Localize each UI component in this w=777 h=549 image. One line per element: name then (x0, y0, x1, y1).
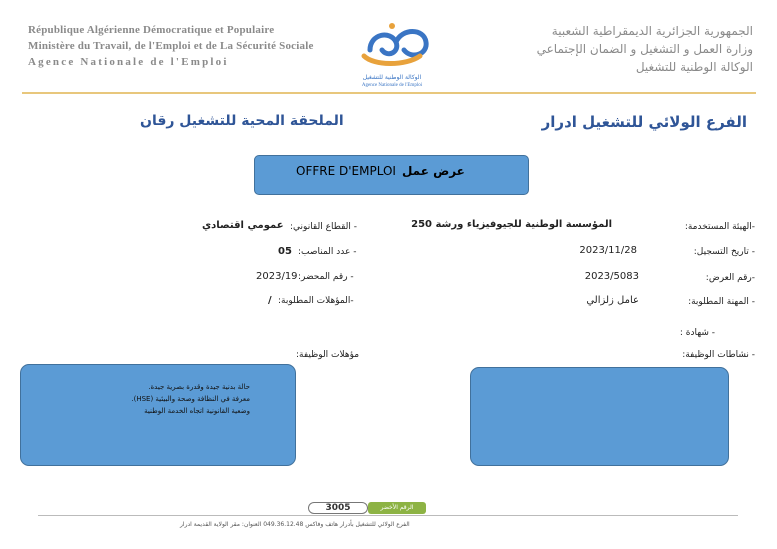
required-quals-value: / (268, 295, 272, 306)
header-fr-line-2: Ministère du Travail, de l'Emploi et de La Sécurité Sociale (28, 40, 314, 52)
record-value: 2023/19 (256, 271, 298, 282)
footer-divider (38, 515, 738, 516)
header-ar-line-3: الوكالة الوطنية للتشغيل (635, 60, 753, 74)
anem-logo (340, 20, 444, 90)
position-label: - المهنة المطلوبة: (688, 297, 755, 307)
qualifications-list (124, 381, 250, 417)
header-fr-line-1: République Algérienne Démocratique et Populaire (28, 24, 275, 36)
header-fr-line-3: Agence Nationale de l'Emploi (28, 56, 229, 68)
branch-title-left: الملحقة المحية للتشغيل رقان (140, 113, 344, 129)
reg-date-value: 2023/11/28 (579, 245, 637, 256)
employer-value: المؤسسة الوطنية للجيوفيزياء ورشة 250 (411, 219, 612, 230)
green-number-value: 3005 (308, 502, 368, 514)
record-label: - رقم المحضر: (298, 272, 354, 282)
offer-title-ar: عرض عمل (401, 164, 465, 178)
qualification-item: وضعية القانونية اتجاه الخدمة الوطنية (144, 407, 250, 415)
qualification-item: معرفة في النظافة وصحة والبيئية (HSE). (131, 395, 250, 403)
required-quals-label: -المؤهلات المطلوبة: (278, 296, 354, 306)
employer-label: -الهيئة المستخدمة: (684, 222, 755, 232)
header-divider (22, 92, 756, 94)
footer-contact-text: الفرع الولائي للتشغيل بأدرار هاتف وفاكس 049.36.12.48 العنوان: مقر الولاية القديمة ادرار (180, 521, 410, 528)
offer-title-fr: OFFRE D'EMPLOI (296, 164, 396, 178)
branch-title-right: الفرع الولائي للتشغيل ادرار (541, 113, 747, 131)
logo-caption-ar: الوكالة الوطنية للتشغيل (362, 74, 422, 81)
header-french (28, 22, 314, 70)
job-quals-label: مؤهلات الوظيفة: (296, 350, 360, 360)
offer-number-value: 2023/5083 (584, 271, 639, 282)
activities-label: - نشاطات الوظيفة: (682, 350, 755, 360)
logo-mark-icon (340, 20, 444, 70)
posts-label: - عدد المناصب: (298, 247, 357, 257)
activities-box (470, 367, 729, 466)
sector-label: - القطاع القانوني: (290, 222, 357, 232)
offer-number-label: -رقم العرض: (705, 273, 755, 283)
posts-value: 05 (278, 246, 292, 257)
header-arabic (537, 22, 753, 76)
green-number-badge: الرقم الأخضر (368, 502, 426, 514)
qualification-item: حالة بدنية جيدة وقدرة بصرية جيدة. (148, 383, 250, 391)
offer-title (296, 164, 465, 178)
position-value: عامل زلزالي (586, 295, 639, 306)
header-ar-line-1: الجمهورية الجزائرية الديمقراطية الشعبية (551, 24, 753, 38)
reg-date-label: - تاريخ التسجيل: (693, 247, 755, 257)
header-ar-line-2: وزارة العمل و التشغيل و الضمان الإجتماعي (536, 42, 753, 56)
certificate-label: - شهادة : (679, 328, 715, 338)
sector-value: عمومي اقتصادي (202, 220, 284, 231)
logo-caption-fr: Agence Nationale de l'Emploi (361, 83, 423, 88)
